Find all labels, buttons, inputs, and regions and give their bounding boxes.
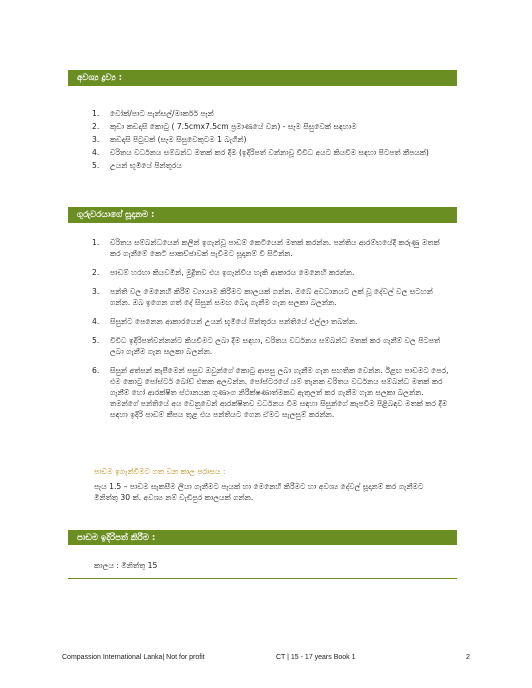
list-item-number: 2. [92,122,100,131]
duration-text: කාලය : මිනිත්තු 15 [94,561,158,570]
footer-organization: Compassion International Lanka| Not for profit [62,654,205,661]
presentation-heading [68,530,457,545]
list-item-number: 5. [92,161,100,170]
footer-page-number: 2 [466,654,470,661]
presentation-heading-text: පාඩම ඉදිරිපත් කිරීම : [77,532,156,543]
materials-heading-text: අවශ්‍ය ද්‍රව්‍ය : [77,73,123,83]
list-item-number: 3. [92,287,100,296]
materials-list [84,108,448,173]
prep-step-item [84,237,452,259]
list-item-text: උයන් භූමියේ පින්තූරය [110,161,182,170]
prep-step-item [84,335,452,357]
footer-book-title: CT | 15 - 17 years Book 1 [276,654,356,661]
materials-heading [68,70,457,86]
list-item-text: කුඩා කඩදාසි කොටු ( 7.5cmx7.5cm ප්‍රමාණයේ වන) - සෑම සිසුවෙක් සඳහාම [110,122,357,131]
teacher-prep-heading [68,207,457,223]
list-item-number: 1. [92,238,100,247]
list-item-number: 1. [92,109,100,118]
list-item-number: 4. [92,317,100,326]
material-item [84,134,448,145]
time-range-title: පාඩම ඉගැන්වීමට ගත වන කාල පරාසය : [94,467,226,476]
list-item-text: පාඩම් හරහා කියවමින්, මුද්‍රිතව එය ඉගැන්විය හැකි ආකාරය මෙනෙහි කරන්න. [110,268,355,277]
teacher-prep-list [84,237,452,428]
prep-step-item [84,267,452,278]
material-item [84,147,448,158]
list-item-number: 5. [92,336,100,345]
list-item-text: සිසුන් අත්සන් කැපීමෙන් පසුව ඔවුන්ගේ කොටු ආපසු ලබා ගැනීම ගැන සහතික වෙන්න. ඊළඟ පාඩමට පෙර, එම කොටු පෝස්ටර් බෝඩ් එකක අලවන්න. පෝස්ටරයේ යම් තැනක චරිතය වර්ධනය සම්බන්ධ මතක් කර ගැනීම් හෝ ආරක්ෂිත ස්ථානයක ගුණාංග නිරීක්ෂණාත්මකව ඇතුලත් කර ගැනීම ගැන සලකා බලන්න. තමන්ගේ පන්තියේ අය වෙනුවෙන් ආරක්ෂිතව වර්ධනය වීම සඳහා සිසුන්ගේ කැපවීම පිළිබඳව මතක් කර දීම සඳහා ඉදිරි පාඩම් කීපය තුළ එය පන්තියට ගෙන ඒමට සැලසුම් කරන්න. [110,366,449,419]
time-range-text: පැය 1.5 – පාඩම සැකසීම ලියා ගැනීමට පැයක් හා මෙනෙහි කිරීමට හා අවශ්‍ය දේවල් සූදානම් කර ගැනීමට මිනිත්තු 30 ක්. අවශ්‍ය නම් වැඩිපුර කාලයක් ගන්න. [94,482,424,502]
list-item-number: 6. [92,366,100,375]
list-item-text: කඩදාසි පිටුවක් (සෑම සිසුවෙකුටම 1 බැගින්) [110,135,247,144]
list-item-text: චරිතය සම්බන්ධයෙන් කලින් ඉගැන්වූ පාඩම් කෙටියෙන් මතක් කරන්න. පන්තිය ආරම්භයේදී කරුණු මතක් කර ගැනීමේ කෙටි සාකච්ඡාවක් පැවීමට සූදානම් වී සිටින්න. [110,238,440,258]
teacher-prep-heading-text: ගුරුවරයාගේ සූදානම : [77,210,155,220]
section-divider [68,578,457,579]
list-item-number: 3. [92,135,100,144]
material-item [84,121,448,132]
list-item-number: 4. [92,148,100,157]
prep-step-item [84,316,452,327]
prep-step-item [84,286,452,308]
prep-step-item [84,365,452,420]
list-item-text: විවිධ ඉදිරිපත්වන්නන්ට කියවීමට ලබා දීම සඳහා, චරිතය වර්ධනය සම්බන්ධ මතක් කර ගැනීම් වල පිටපත් ලබා ගැනීම ගැන සලකා බලන්න. [110,336,441,356]
list-item-text: සිසුන්ට පෙනෙන ආකාරයෙන් උයන් භූමියේ පින්තූරය පන්තියේ එල්ලා තබන්න. [110,317,358,326]
material-item [84,160,448,171]
list-item-number: 2. [92,268,100,277]
list-item-text: පන්ති වල මෙනෙහි කිරීම් ව්‍යායාම කිරීමට කාලයක් ගන්න. ඔබේ අවධානයට ලක් වූ දේවල් වල සටහන් ගන්න. ඔබ ඉගෙන ගත් දේ සිසුන් සමඟ බෙදා ගැනීම ගැන සලකා බලන්න. [110,287,433,307]
list-item-text: චරිතය වර්ධනය සම්බන්ධ මතක් කර දීම (ඉදිරිපත් වන්නාවූ විවිධ අයට කියවීම සඳහා පිටපත් කීපයක්) [110,148,429,157]
material-item [84,108,448,119]
list-item-text: වෝක්/පාට පැන්සල්/මාර්කර් පෑන් [110,109,214,118]
